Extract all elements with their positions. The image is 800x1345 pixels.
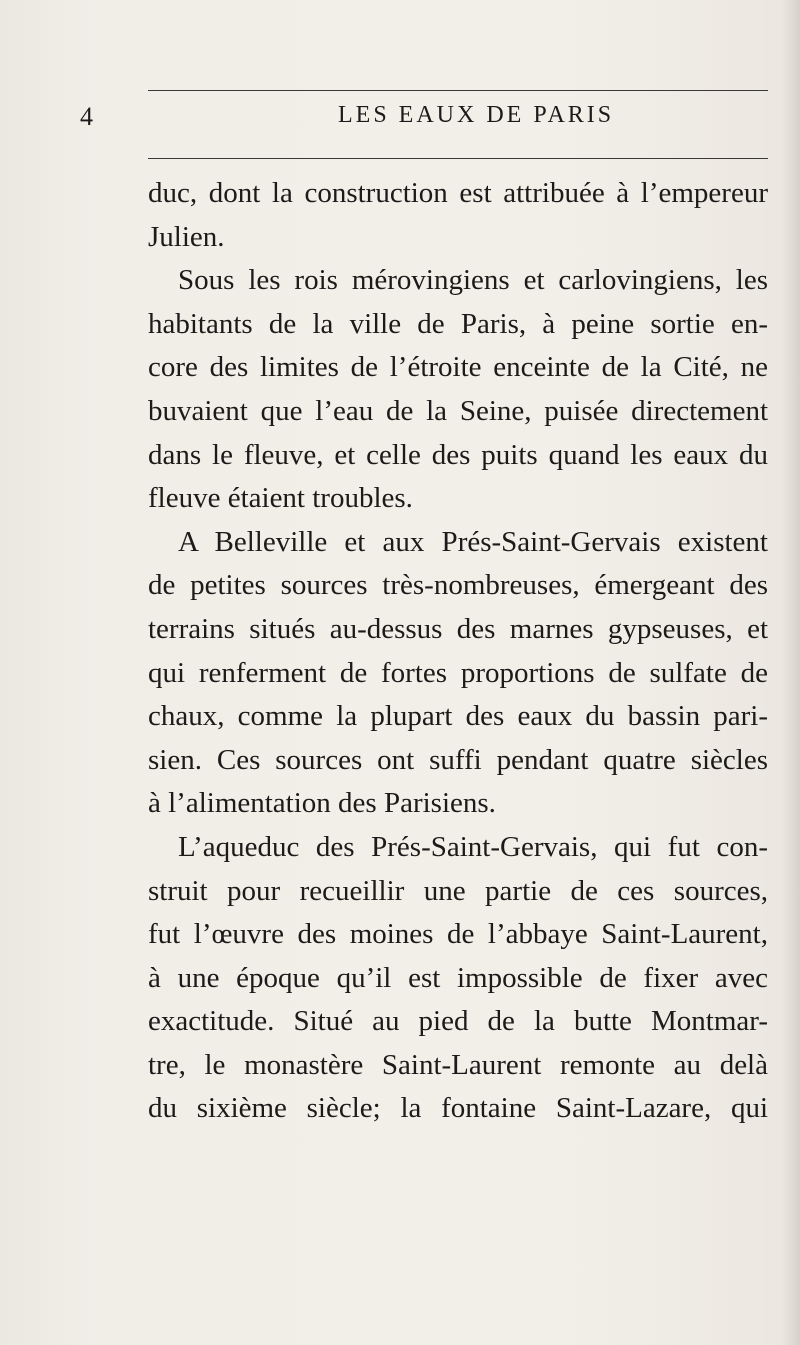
text-line: terrains situés au-dessus des marnes gypseuses, et (148, 612, 768, 645)
text-line: fleuve étaient troubles. (148, 482, 413, 515)
text-line: qui renferment de fortes proportions de sulfate de (148, 656, 768, 689)
text-line: sien. Ces sources ont suffi pendant quatre siècles (148, 743, 768, 776)
header-top-rule (148, 90, 768, 91)
text-line: du sixième siècle; la fontaine Saint-Lazare, qui (148, 1092, 768, 1125)
page-edge-shadow (782, 0, 800, 1345)
text-line: fut l’œuvre des moines de l’abbaye Saint-Laurent, (148, 918, 768, 951)
text-line: dans le fleuve, et celle des puits quand les eaux du (148, 438, 768, 471)
text-line: à l’alimentation des Parisiens. (148, 787, 496, 820)
running-title: LES EAUX DE PARIS (338, 102, 615, 128)
text-line: duc, dont la construction est attribuée à l’empereur (148, 177, 768, 209)
text-line: L’aqueduc des Prés-Saint-Gervais, qui fut con- (178, 830, 768, 863)
text-line: chaux, comme la plupart des eaux du bassin pari- (148, 700, 768, 733)
text-line: de petites sources très-nombreuses, émergeant des (148, 569, 768, 602)
text-line: à une époque qu’il est impossible de fixer avec (148, 961, 768, 994)
text-line: Julien. (148, 220, 225, 253)
page-number: 4 (80, 102, 94, 131)
text-line: struit pour recueillir une partie de ces sources, (148, 874, 768, 907)
text-line: core des limites de l’étroite enceinte de la Cité, ne (148, 351, 768, 384)
text-line: habitants de la ville de Paris, à peine sortie en- (148, 307, 768, 340)
body-text (148, 172, 768, 1131)
header-bottom-rule (148, 158, 768, 159)
text-line: Sous les rois mérovingiens et carlovingiens, les (178, 264, 768, 297)
text-line: buvaient que l’eau de la Seine, puisée directement (148, 394, 768, 427)
text-line: A Belleville et aux Prés-Saint-Gervais existent (178, 525, 768, 558)
page-header (0, 100, 800, 140)
text-line: exactitude. Situé au pied de la butte Montmar- (148, 1005, 768, 1038)
text-line: tre, le monastère Saint-Laurent remonte au delà (148, 1048, 768, 1081)
